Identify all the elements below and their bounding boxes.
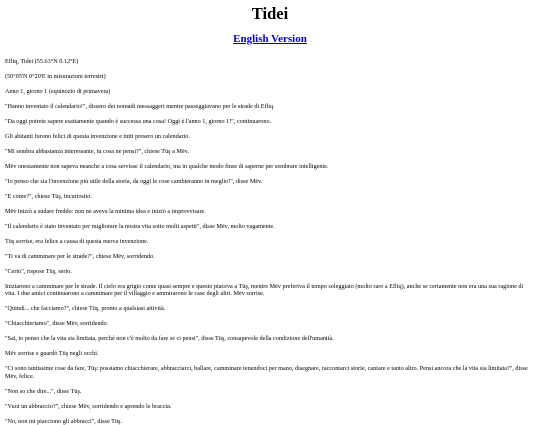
story-paragraph: "Non so che dire...", disse Tūş. xyxy=(5,387,82,395)
english-version-link[interactable]: English Version xyxy=(233,33,307,45)
story-paragraph: "Ti va di camminare per le strade?", chiese Mēv, sorridendo. xyxy=(5,252,155,260)
story-paragraph: "Ci sono tantissime cose da fare, Tūş: possiamo chiacchierare, abbracciarci, ballare, camminare tenendoci per mano, disegnare, raccontarci storie, cantare e tanto altro. Pensi ancora che la vita sia limitata?", disse Mēv, felice. xyxy=(5,365,528,380)
story-paragraph: "Chiacchieriamo", disse Mēv, sorridendo. xyxy=(5,320,109,328)
story-paragraph: "Quindi... che facciamo?", chiese Tūş, pronto a qualsiasi attività. xyxy=(5,305,166,313)
story-paragraph: "Mi sembra abbastanza interessante, tu cosa ne pensi?", chiese Tūş a Mēv. xyxy=(5,147,189,155)
story-body xyxy=(5,58,535,425)
story-paragraph: "Io penso che sia l'invenzione più utile della storia, da oggi le cose cambieranno in meglio!", disse Mēv. xyxy=(5,177,263,185)
date-line: Anno 1, giorno 1 (equinozio di primavera) xyxy=(5,87,111,95)
story-paragraph: "No, non mi piacciono gli abbracci", disse Tūş. xyxy=(5,417,122,425)
story-paragraph: "Da oggi potrete sapere esattamente quando è successa una cosa! Oggi è l'anno 1, giorno 1!", continuarono. xyxy=(5,117,272,125)
story-paragraph: "Sai, io penso che la vita sia limitata, perché non c'è molto da fare se ci pensi", disse Tūş, consapevole della condizione dell'umanità. xyxy=(5,335,334,343)
story-paragraph: "E come?", chiese Tūş, incuriosito. xyxy=(5,192,92,200)
story-paragraph: Mēv onestamente non sapeva neanche a cosa servisse il calendario, ma in qualche modo finse di saperne per sembrare intelligente. xyxy=(5,162,329,170)
story-paragraph: "Il calendario è stato inventato per migliorare la nostra vita sotto molti aspetti", disse Mēv, molto vagamente. xyxy=(5,222,275,230)
story-paragraph: Mēv sorrise e guardò Tūş negli occhi. xyxy=(5,350,99,358)
story-paragraph: Tūş sorrise, era felice a causa di questa nuova invenzione. xyxy=(5,237,149,245)
story-paragraph: "Certo", rispose Tūş, serio. xyxy=(5,267,72,275)
story-paragraph: "Vuoi un abbraccio?", chiese Mēv, sorridendo e aprendo le braccia. xyxy=(5,402,172,410)
story-paragraph: Mēv iniziò a sudare freddo: non ne aveva la minima idea e iniziò a improvvisare. xyxy=(5,207,206,215)
page-title: Tidei xyxy=(251,4,289,23)
story-paragraph: "Hanno inventato il calendario!", dissero dei nomadi messaggeri mentre passeggiavano per le strade di Efliq. xyxy=(5,102,275,110)
location-line: Efliq, Tidei (55.63°N 0.12°E) xyxy=(5,58,79,65)
story-paragraph: Iniziarono a camminare per le strade. Il cielo era grigio come quasi sempre e questo piaceva a Tūş, mentre Mēv preferiva il tempo soleggiato (molto raro a Efliq), anche se certamente non era una sua ragione di vita. I due amici continuarono a camminare per il villaggio e ammirarono le case degli altri. Mēv sorrise. xyxy=(5,282,524,298)
language-link-container xyxy=(5,30,535,46)
earth-coordinates-line: (50°05'N 0°20'E in misurazioni terrestri) xyxy=(5,72,106,80)
story-paragraph: Gli abitanti furono felici di questa invenzione e tutti presero un calendario. xyxy=(5,132,190,140)
